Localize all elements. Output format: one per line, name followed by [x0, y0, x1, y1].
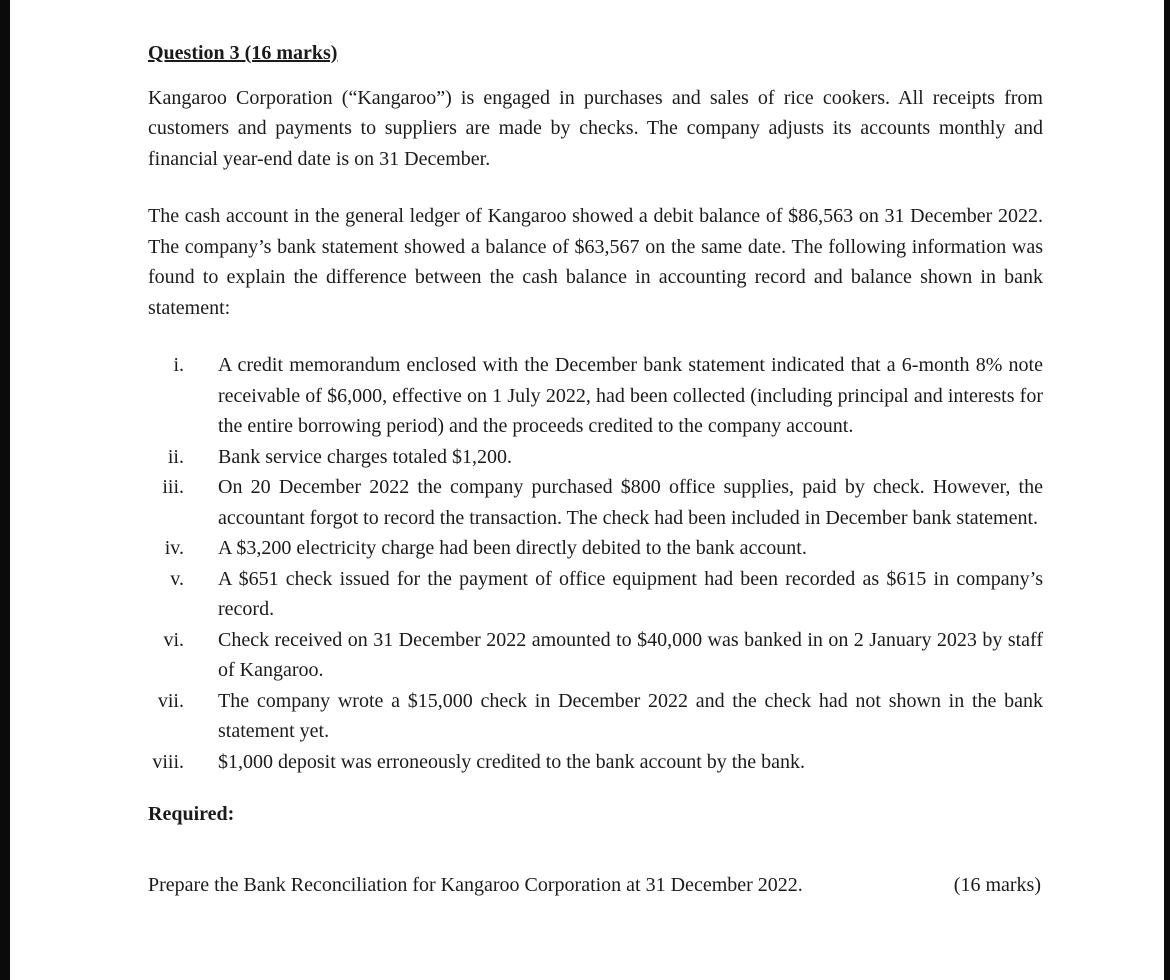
information-list: [148, 350, 1043, 777]
list-item-text: $1,000 deposit was erroneously credited to the bank account by the bank.: [218, 750, 806, 773]
document-page: [10, 0, 1164, 980]
list-item: [148, 533, 1043, 564]
list-item: [148, 686, 1043, 747]
list-item: [148, 472, 1043, 533]
list-item-text: Check received on 31 December 2022 amounted to $40,000 was banked in on 2 January 2023 by staff of Kangaroo.: [218, 628, 1043, 681]
instruction-line: [148, 870, 1041, 901]
list-item-number: vii.: [157, 689, 184, 712]
list-item-number: ii.: [167, 445, 184, 468]
list-item-number: viii.: [152, 750, 184, 773]
list-item: [148, 442, 1043, 473]
list-item-text: Bank service charges totaled $1,200.: [218, 445, 512, 468]
list-item-text: The company wrote a $15,000 check in December 2022 and the check had not shown in the bank statement yet.: [218, 689, 1043, 742]
context-paragraph: The cash account in the general ledger of Kangaroo showed a debit balance of $86,563 on 31 December 2022. The company’s bank statement showed a balance of $63,567 on the same date. The following information was found to explain the difference between the cash balance in accounting record and balance shown in bank statement:: [148, 205, 1043, 319]
list-item-text: A credit memorandum enclosed with the December bank statement indicated that a 6-month 8% note receivable of $6,000, effective on 1 July 2022, had been collected (including principal and interests for the entire borrowing period) and the proceeds credited to the company account.: [218, 354, 1043, 437]
intro-paragraph: Kangaroo Corporation (“Kangaroo”) is engaged in purchases and sales of rice cookers. All receipts from customers and payments to suppliers are made by checks. The company adjusts its accounts monthly and financial year-end date is on 31 December.: [148, 86, 1043, 170]
list-item-number: v.: [170, 567, 184, 590]
required-heading: Required:: [148, 803, 235, 825]
list-item-number: vi.: [163, 628, 184, 651]
instruction-text: Prepare the Bank Reconciliation for Kangaroo Corporation at 31 December 2022.: [148, 873, 803, 896]
list-item-text: A $651 check issued for the payment of office equipment had been recorded as $615 in company’s record.: [218, 567, 1043, 620]
list-item: [148, 564, 1043, 625]
instruction-marks: (16 marks): [953, 873, 1041, 896]
list-item-text: A $3,200 electricity charge had been directly debited to the bank account.: [218, 537, 807, 559]
question-title: Question 3 (16 marks): [148, 42, 338, 64]
list-item: [148, 625, 1043, 686]
list-item-text: On 20 December 2022 the company purchased $800 office supplies, paid by check. However, the accountant forgot to record the transaction. The check had been included in December bank statement.: [218, 476, 1043, 529]
list-item-number: i.: [173, 354, 184, 376]
question-content: [148, 38, 1043, 900]
list-item-number: iv.: [164, 537, 184, 559]
list-item: [148, 747, 1043, 778]
list-item-number: iii.: [162, 476, 184, 498]
list-item: [148, 350, 1043, 442]
